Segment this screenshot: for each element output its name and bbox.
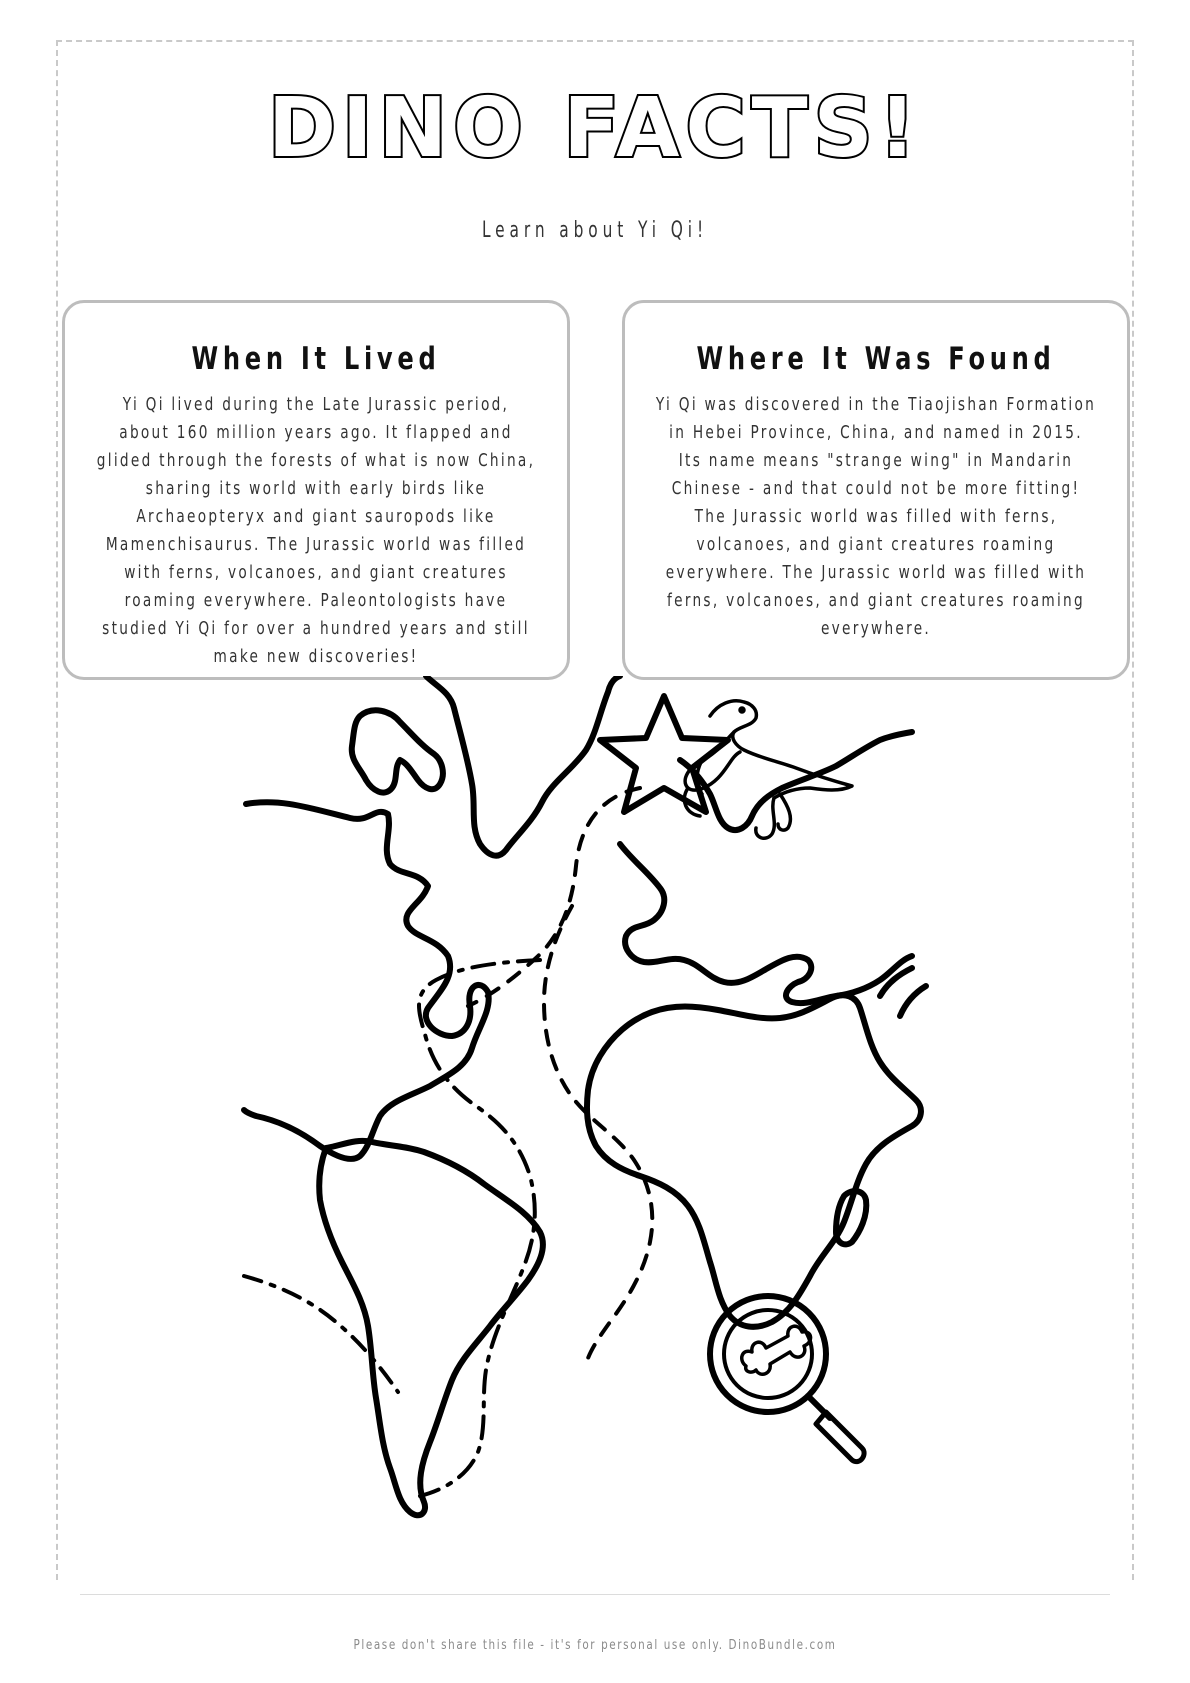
africa-outline [587, 995, 921, 1327]
south-america-outline [319, 1141, 543, 1515]
greenland-outline [426, 676, 620, 856]
hudson-bay-outline [352, 710, 443, 792]
card-body: Yi Qi was discovered in the Tiaojishan Formation in Hebei Province, China, and named in 2015. Its name means "strange wing" in Mandarin Chinese - and that could not be more fitting! The Jurassic world was filled with ferns, volcanoes, and giant creatures roaming everywhere. The Jurassic world was filled with ferns, volcanoes, and giant creatures roaming everywhere. [655, 394, 1097, 639]
card-body: Yi Qi lived during the Late Jurassic period, about 160 million years ago. It flapped and glided through the forests of what is now China, sharing its world with early birds like Archaeopteryx and giant sauropods like Mamenchisaurus. The Jurassic world was filled with ferns, volcanoes, and giant creatures roaming everywhere. Paleontologists have studied Yi Qi for over a hundred years and still make new discoveries! [96, 394, 536, 667]
map-illustration [240, 676, 940, 1576]
footer-divider [80, 1594, 1110, 1595]
page-subtitle: Learn about Yi Qi! [481, 218, 709, 243]
north-america-outline [244, 802, 489, 1159]
footer-notice: Please don't share this file - it's for personal use only. DinoBundle.com [353, 1638, 837, 1653]
europe-outline [620, 844, 912, 1003]
page-title: DINO FACTS! [267, 81, 923, 176]
dashed-route-1 [468, 788, 640, 1006]
card-where-it-was-found [622, 300, 1130, 680]
dashed-route-3 [544, 906, 652, 1364]
card-title: Where It Was Found [696, 341, 1056, 377]
card-title: When It Lived [191, 341, 441, 377]
card-when-it-lived [62, 300, 570, 680]
